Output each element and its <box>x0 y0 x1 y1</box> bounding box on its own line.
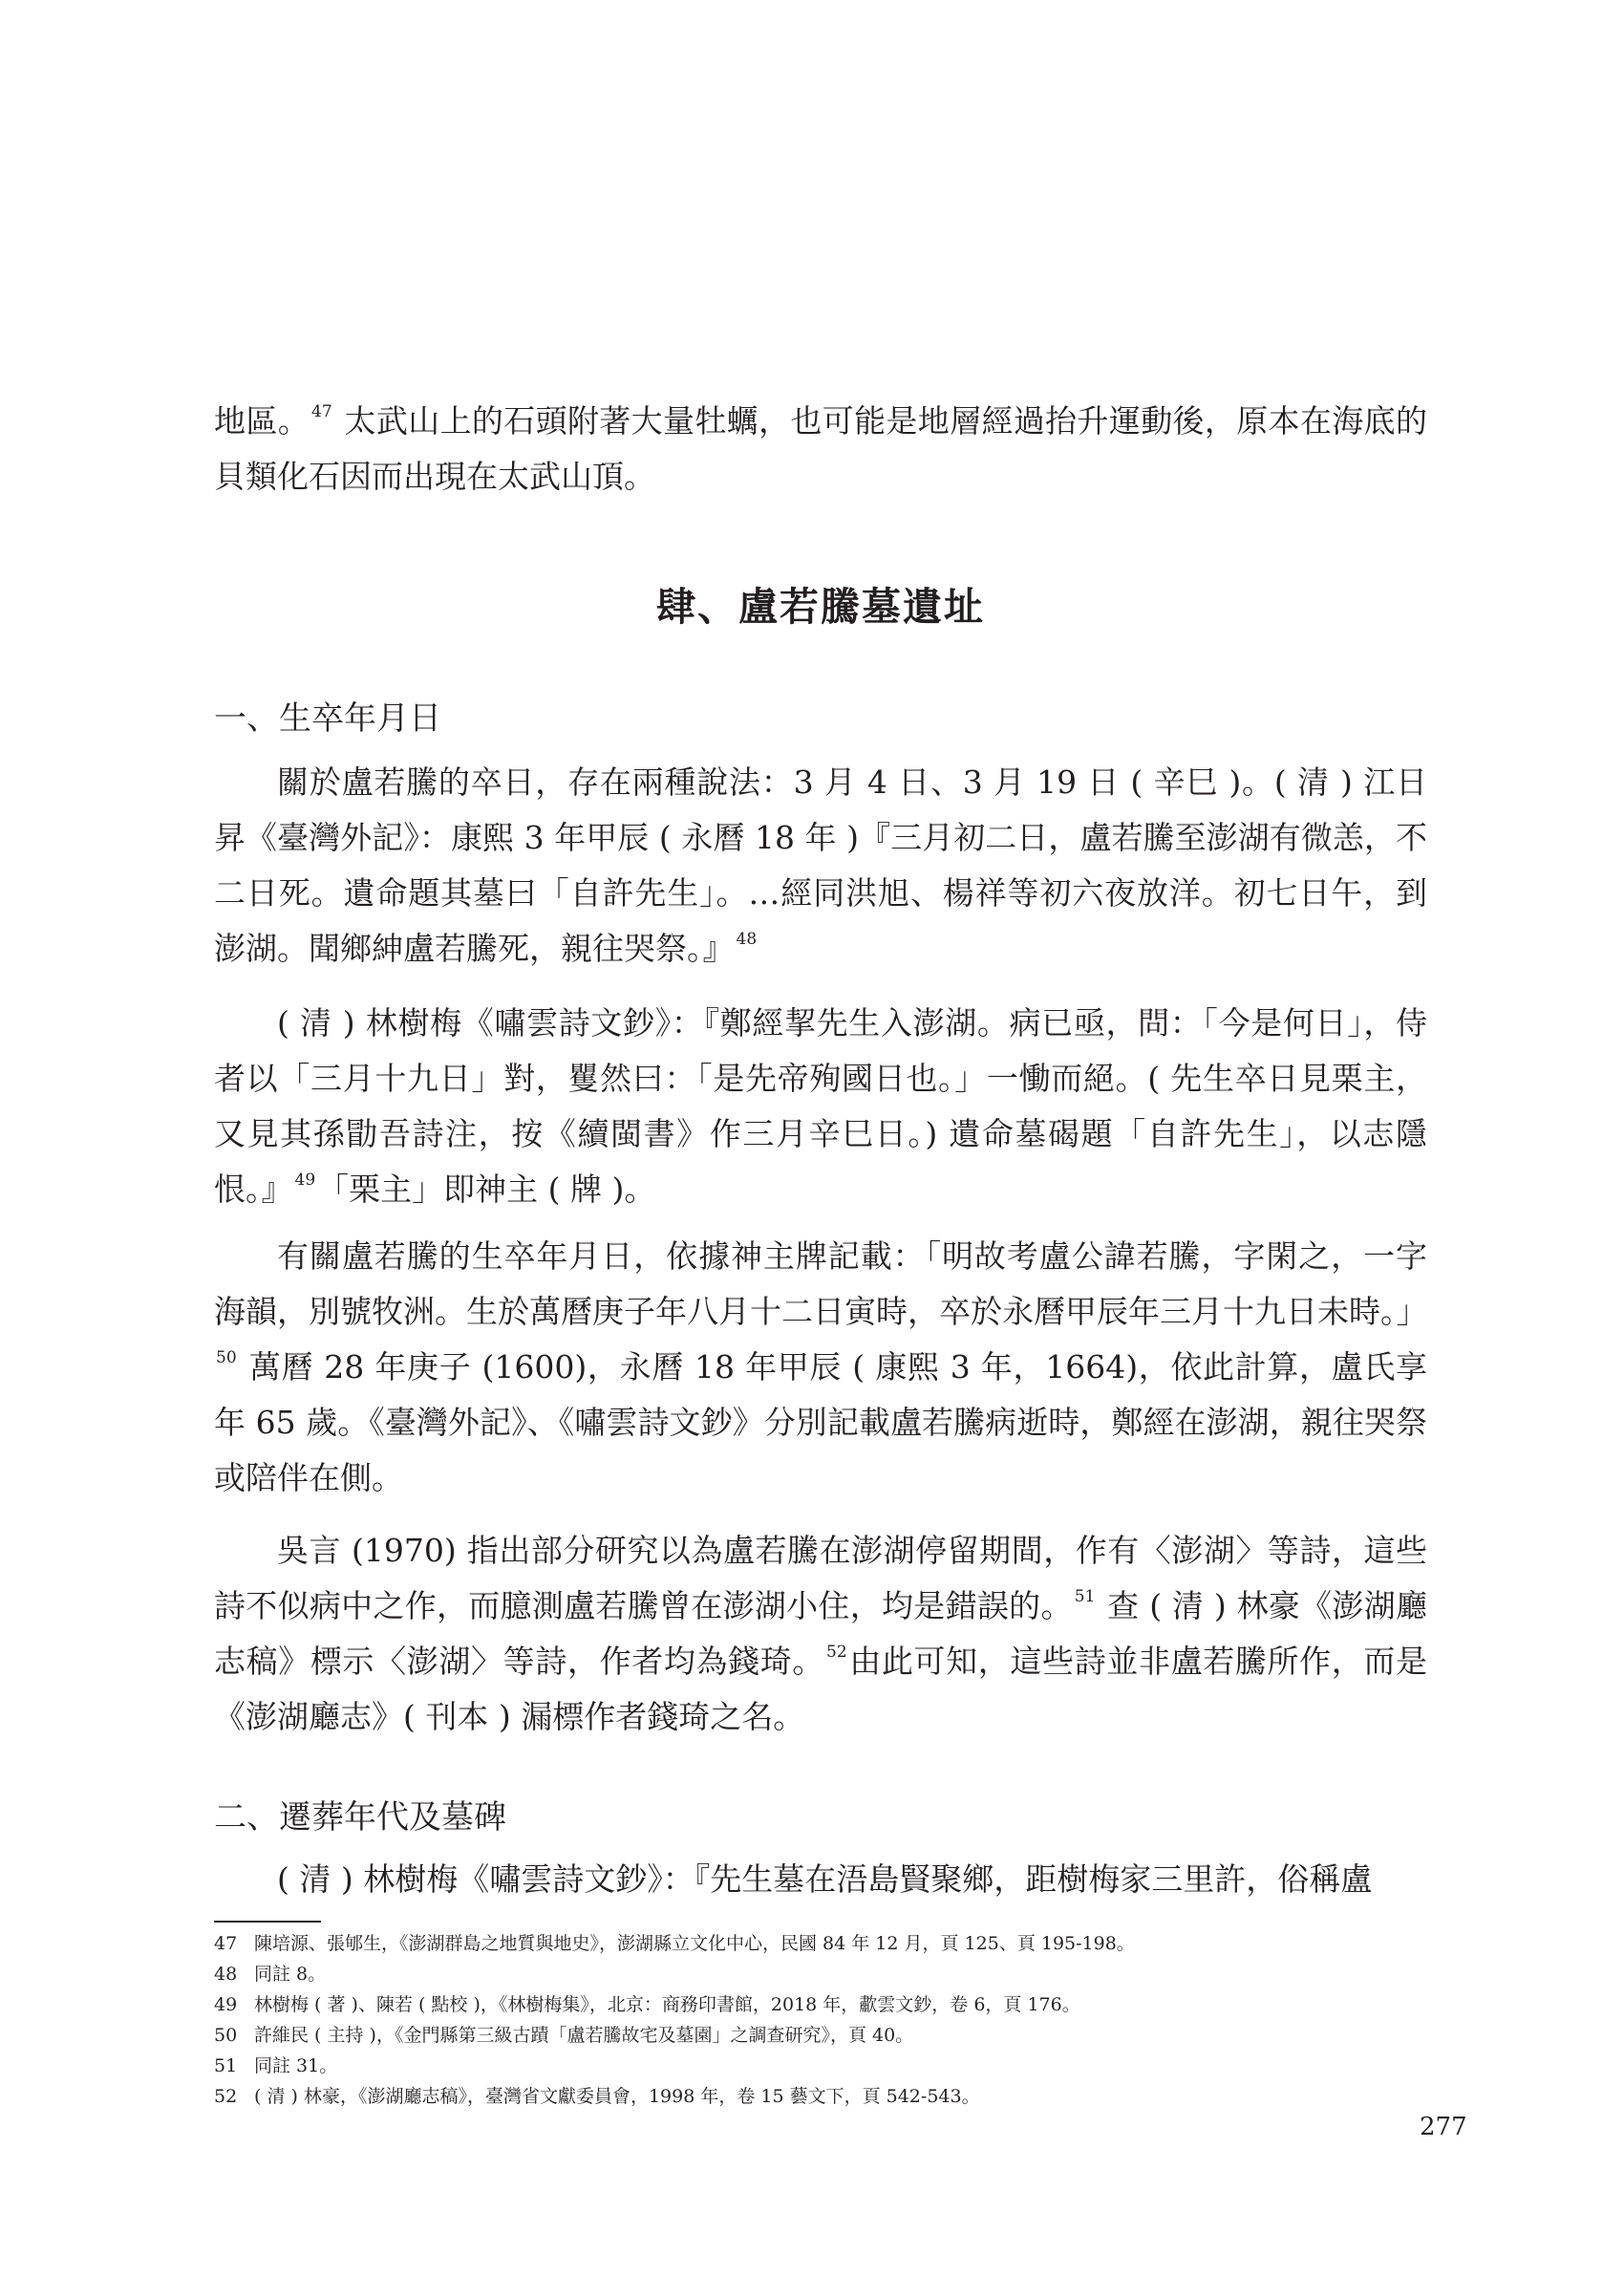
section-1-body-3 <box>214 1229 1427 1506</box>
chapter-title: 肆、盧若騰墓遺址 <box>656 584 985 630</box>
footnote-48: 48 同註 8。 <box>214 1964 327 1985</box>
section-1-paragraph-1: 關於盧若騰的卒日，存在兩種說法：3 月 4 日、3 月 19 日 ( 辛巳 )。( 清 ) 江日昇《臺灣外記》：康熙 3 年甲辰 ( 永曆 18 年 )『三月初二日，盧若騰至澎湖有微恙，不二日死。遺命題其墓曰「自許先生」。…經同洪旭、楊祥等初六夜放洋。初七日午，到澎湖。聞鄉紳盧若騰死，親往哭祭。』 $^{48}$ <box>214 763 1427 967</box>
section-1-title: 一、生卒年月日 <box>214 699 441 738</box>
footnote-49: 49 林樹梅 ( 著 )、陳若 ( 點校 )，《林樹梅集》，北京：商務印書館，2018 年，歗雲文鈔，卷 6，頁 176。 <box>214 1994 1080 2015</box>
section-1-paragraph-4: 吳言 (1970) 指出部分研究以為盧若騰在澎湖停留期間，作有〈澎湖〉等詩，這些詩不似病中之作，而臆測盧若騰曾在澎湖小住，均是錯誤的。 $^{51}$ 查 ( 清 ) 林豪《澎湖廳志稿》標示〈澎湖〉等詩，作者均為錢琦。 $^{52}$由此可知，這些詩並非盧若騰所作，而是《澎湖廳志》( 刊本 ) 漏標作者錢琦之名。 <box>214 1532 1428 1735</box>
footnote-ref-51[interactable]: 51 <box>1074 1587 1096 1606</box>
top-paragraph: 地區。 $^{47}$ 太武山上的石頭附著大量牡蠣，也可能是地層經過抬升運動後，原本在海底的貝類化石因而出現在太武山頂。 <box>214 402 1427 495</box>
footnote-ref-50[interactable]: 50 <box>216 1348 237 1367</box>
page-number: 277 <box>1420 2113 1467 2141</box>
footnote-ref-49[interactable]: 49 <box>294 1171 316 1190</box>
section-1-paragraph-3: 有關盧若騰的生卒年月日，依據神主牌記載：「明故考盧公諱若騰，字閑之，一字海韻，別號牧洲。生於萬曆庚子年八月十二日寅時，卒於永曆甲辰年三月十九日未時。」$^{50}$ 萬曆 28 年庚子 (1600)，永曆 18 年甲辰 ( 康熙 3 年，1664)，依此計算，盧氏享年 65 歲。《臺灣外記》、《嘯雲詩文鈔》分別記載盧若騰病逝時，鄭經在澎湖，親往哭祭或陪伴在側。 <box>214 1237 1428 1496</box>
section-1-body-4 <box>214 1523 1427 1745</box>
footnote-ref-47[interactable]: 47 <box>311 402 332 421</box>
footnotes <box>214 1928 1427 2112</box>
footnote-52: 52 ( 清 ) 林豪，《澎湖廳志稿》，臺灣省文獻委員會，1998 年，卷 15 藝文下，頁 542-543。 <box>214 2086 980 2107</box>
section-1-body-2 <box>214 996 1427 1217</box>
section-2-title: 二、遷葬年代及墓碑 <box>214 1798 506 1837</box>
section-1-paragraph-2: ( 清 ) 林樹梅《嘯雲詩文鈔》：『鄭經挈先生入澎湖。病已亟，問：「今是何日」，侍者以「三月十九日」對，矍然曰：「是先帝殉國日也。」一慟而絕。( 先生卒日見栗主，又見其孫勖吾詩注，按《續閩書》作三月辛巳日。) 遺命墓碣題「自許先生」，以志隱恨。』 $^{49}$「栗主」即神主 ( 牌 )。 <box>214 1004 1427 1208</box>
footnote-47: 47 陳培源、張郇生，《澎湖群島之地質與地史》，澎湖縣立文化中心，民國 84 年 12 月，頁 125、頁 195-198。 <box>214 1933 1135 1954</box>
top-paragraph-block <box>214 394 1427 505</box>
footnote-ref-52[interactable]: 52 <box>826 1643 847 1662</box>
footnote-50: 50 許維民 ( 主持 )，《金門縣第三級古蹟「盧若騰故宅及墓園」之調查研究》，頁 40。 <box>214 2025 914 2046</box>
footnote-51: 51 同註 31。 <box>214 2055 338 2076</box>
section-2-paragraph-1: ( 清 ) 林樹梅《嘯雲詩文鈔》：『先生墓在浯島賢聚鄉，距樹梅家三里許，俗稱盧 <box>277 1860 1373 1898</box>
footnote-ref-48[interactable]: 48 <box>736 930 758 949</box>
footnote-rule <box>214 1921 321 1923</box>
section-1-body <box>214 755 1427 977</box>
section-2-body <box>214 1852 1427 1907</box>
